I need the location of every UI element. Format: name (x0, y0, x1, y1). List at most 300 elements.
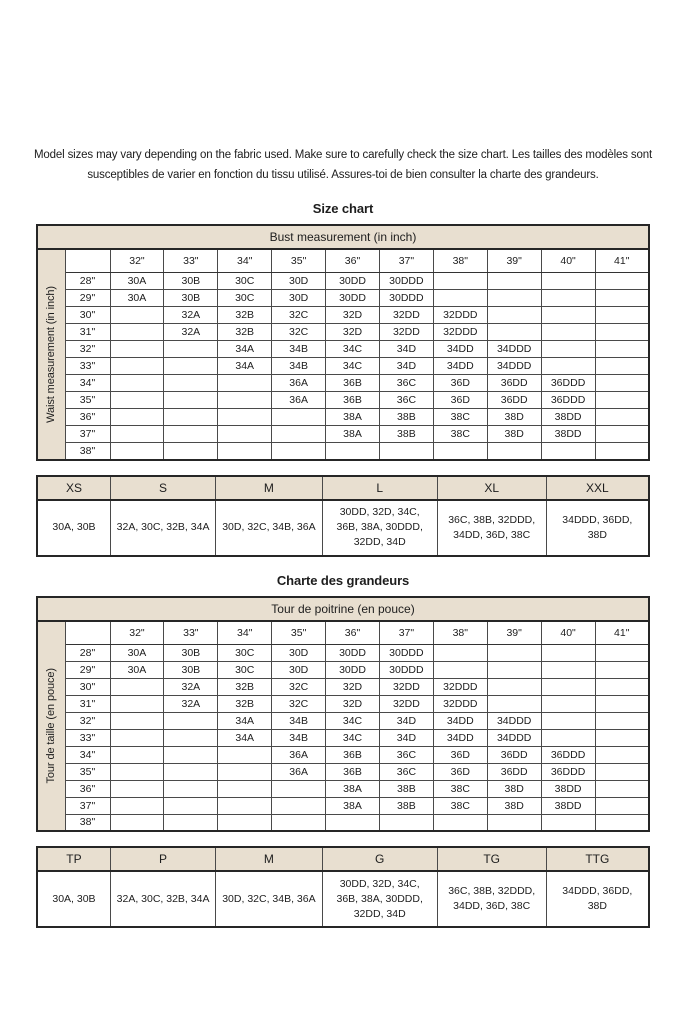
bra-size-cell: 38A (326, 426, 380, 443)
bra-size-cell: 38A (326, 797, 380, 814)
waist-row-header: 37" (65, 426, 110, 443)
bra-size-cell: 36DDD (541, 746, 595, 763)
bra-size-cell (110, 729, 164, 746)
matrix-top-label-row (37, 225, 649, 249)
bra-size-cell (110, 409, 164, 426)
bra-size-cell (110, 695, 164, 712)
waist-row-header: 30" (65, 307, 110, 324)
section-size-chart-en (0, 201, 686, 557)
bra-size-cell: 34D (379, 712, 433, 729)
bra-size-cell: 32B (218, 324, 272, 341)
bra-size-cell: 32B (218, 695, 272, 712)
bust-col-header: 35" (272, 621, 326, 645)
size-group-values: 36C, 38B, 32DDD, 34DD, 36D, 38C (437, 500, 546, 556)
bra-size-cell: 38D (487, 797, 541, 814)
bra-size-cell (272, 780, 326, 797)
bra-size-cell (164, 341, 218, 358)
bra-size-cell: 36B (326, 392, 380, 409)
bra-size-cell (218, 797, 272, 814)
bra-size-cell: 34DD (433, 712, 487, 729)
waist-row-header: 29" (65, 661, 110, 678)
bra-size-cell: 30DDD (379, 661, 433, 678)
size-group-values: 30DD, 32D, 34C, 36B, 38A, 30DDD, 32DD, 34D (322, 871, 437, 927)
bra-size-cell (110, 392, 164, 409)
matrix-row (37, 341, 649, 358)
bra-size-cell (110, 307, 164, 324)
size-group-header: M (216, 476, 322, 500)
waist-row-header: 33" (65, 358, 110, 375)
size-group-values: 30A, 30B (37, 500, 110, 556)
bra-size-cell: 36DD (487, 392, 541, 409)
bra-size-cell: 36D (433, 746, 487, 763)
size-summary-table-fr (36, 846, 650, 928)
summary-values-row (37, 871, 649, 927)
section-title-en: Size chart (312, 201, 374, 216)
bra-size-cell: 36D (433, 392, 487, 409)
bra-size-cell: 36A (272, 763, 326, 780)
size-group-values: 32A, 30C, 32B, 34A (110, 871, 215, 927)
bra-size-cell: 30A (110, 273, 164, 290)
bra-size-cell: 36D (433, 763, 487, 780)
bra-size-cell (487, 644, 541, 661)
summary-header-row (37, 847, 649, 871)
bust-col-header: 32" (110, 621, 164, 645)
bust-measurement-label: Tour de poitrine (en pouce) (37, 597, 649, 621)
bra-size-cell: 30DDD (379, 273, 433, 290)
bra-size-cell: 30DD (326, 290, 380, 307)
bust-col-header: 41" (595, 621, 649, 645)
waist-row-header: 36" (65, 409, 110, 426)
bust-col-header: 39" (487, 249, 541, 273)
bra-size-cell (541, 358, 595, 375)
bra-size-cell (541, 290, 595, 307)
bra-size-cell: 30B (164, 644, 218, 661)
bra-size-cell (595, 290, 649, 307)
bra-size-cell: 30A (110, 644, 164, 661)
bra-size-cell (595, 443, 649, 460)
matrix-row (37, 661, 649, 678)
size-summary-table-en (36, 475, 650, 557)
bra-size-cell (433, 290, 487, 307)
size-group-values: 32A, 30C, 32B, 34A (110, 500, 215, 556)
bra-size-cell: 30B (164, 273, 218, 290)
bra-size-cell: 32DD (379, 678, 433, 695)
bra-size-cell: 36DD (487, 375, 541, 392)
bra-size-cell: 32A (164, 678, 218, 695)
bra-size-cell (487, 324, 541, 341)
bra-size-cell: 38C (433, 426, 487, 443)
bra-size-cell: 36C (379, 763, 433, 780)
bra-size-cell: 30A (110, 290, 164, 307)
bust-col-header: 35" (272, 249, 326, 273)
bra-size-cell: 32A (164, 324, 218, 341)
bra-size-cell (110, 712, 164, 729)
bra-size-cell (164, 409, 218, 426)
bra-size-cell: 32A (164, 695, 218, 712)
bra-size-cell: 32B (218, 678, 272, 695)
bra-size-cell: 32DDD (433, 324, 487, 341)
bust-col-header: 33" (164, 621, 218, 645)
size-group-values: 34DDD, 36DD, 38D (546, 500, 649, 556)
bra-size-cell: 34B (272, 712, 326, 729)
bust-col-header: 38" (433, 621, 487, 645)
matrix-row (37, 695, 649, 712)
bra-size-cell: 30C (218, 273, 272, 290)
bra-size-cell: 32DDD (433, 695, 487, 712)
bra-size-cell (487, 814, 541, 831)
bra-size-cell (164, 358, 218, 375)
bra-size-cell: 36C (379, 392, 433, 409)
bra-size-cell (110, 341, 164, 358)
bra-size-cell: 32D (326, 695, 380, 712)
matrix-row (37, 307, 649, 324)
bra-size-cell: 34A (218, 341, 272, 358)
size-matrix-table-en (36, 224, 650, 461)
size-group-header: G (322, 847, 437, 871)
waist-row-header: 34" (65, 746, 110, 763)
bra-size-cell (218, 763, 272, 780)
summary-header-row (37, 476, 649, 500)
matrix-row (37, 712, 649, 729)
bra-size-cell (164, 746, 218, 763)
bra-size-cell: 36A (272, 375, 326, 392)
bra-size-cell: 38DD (541, 797, 595, 814)
size-group-values: 30D, 32C, 34B, 36A (216, 871, 322, 927)
bra-size-cell (164, 763, 218, 780)
matrix-corner-cell (65, 621, 110, 645)
matrix-row (37, 780, 649, 797)
bra-size-cell (595, 307, 649, 324)
matrix-row (37, 358, 649, 375)
matrix-column-header-row (37, 621, 649, 645)
bra-size-cell (541, 695, 595, 712)
bra-size-cell (218, 443, 272, 460)
waist-row-header: 28" (65, 273, 110, 290)
bra-size-cell: 30C (218, 661, 272, 678)
matrix-row (37, 409, 649, 426)
bra-size-cell: 32DD (379, 695, 433, 712)
bra-size-cell (433, 814, 487, 831)
size-group-values: 36C, 38B, 32DDD, 34DD, 36D, 38C (437, 871, 546, 927)
bra-size-cell: 34B (272, 729, 326, 746)
bra-size-cell: 30D (272, 290, 326, 307)
bra-size-cell (164, 712, 218, 729)
matrix-row (37, 678, 649, 695)
bra-size-cell: 30DDD (379, 644, 433, 661)
bust-col-header: 36" (326, 249, 380, 273)
bra-size-cell (272, 409, 326, 426)
bra-size-cell (595, 746, 649, 763)
bra-size-cell (595, 729, 649, 746)
bra-size-cell (110, 426, 164, 443)
bra-size-cell: 38A (326, 780, 380, 797)
bra-size-cell (272, 426, 326, 443)
bra-size-cell: 30C (218, 644, 272, 661)
matrix-row (37, 644, 649, 661)
bra-size-cell: 36DDD (541, 763, 595, 780)
bra-size-cell (218, 746, 272, 763)
bra-size-cell: 32DDD (433, 307, 487, 324)
matrix-row (37, 746, 649, 763)
size-group-values: 30D, 32C, 34B, 36A (216, 500, 322, 556)
bra-size-cell: 32DD (379, 307, 433, 324)
matrix-row (37, 375, 649, 392)
bra-size-cell (595, 341, 649, 358)
fit-disclaimer-en: Model sizes may vary depending on the fabric used. Make sure to carefully check the size chart. (33, 149, 509, 161)
bra-size-cell (487, 443, 541, 460)
fit-disclaimer-fr: Les tailles des modèles sont susceptibles de varier en fonction du tissu utilisé. Assures-toi de bien consulter la charte des grandeurs. (87, 149, 653, 181)
bra-size-cell (595, 661, 649, 678)
section-size-chart-fr (0, 573, 686, 929)
matrix-row (37, 443, 649, 460)
matrix-row (37, 763, 649, 780)
bust-col-header: 36" (326, 621, 380, 645)
bra-size-cell (164, 797, 218, 814)
bra-size-cell (541, 307, 595, 324)
size-group-header: S (110, 476, 215, 500)
bra-size-cell (164, 375, 218, 392)
bra-size-cell (110, 375, 164, 392)
bra-size-cell: 32B (218, 307, 272, 324)
bra-size-cell: 32D (326, 324, 380, 341)
waist-row-header: 32" (65, 341, 110, 358)
matrix-corner-cell (65, 249, 110, 273)
bra-size-cell (595, 358, 649, 375)
bra-size-cell (433, 644, 487, 661)
bra-size-cell: 38B (379, 780, 433, 797)
bra-size-cell (218, 392, 272, 409)
bra-size-cell (164, 426, 218, 443)
bra-size-cell (595, 797, 649, 814)
bra-size-cell (595, 712, 649, 729)
bra-size-cell: 32C (272, 695, 326, 712)
bra-size-cell (595, 763, 649, 780)
bra-size-cell (541, 678, 595, 695)
size-group-values: 30DD, 32D, 34C, 36B, 38A, 30DDD, 32DD, 34D (322, 500, 437, 556)
waist-measurement-label (37, 621, 65, 832)
bra-size-cell (595, 814, 649, 831)
bust-col-header: 34" (218, 249, 272, 273)
bra-size-cell: 30B (164, 290, 218, 307)
size-matrix-table-fr (36, 596, 650, 833)
bra-size-cell: 34D (379, 341, 433, 358)
bra-size-cell (595, 678, 649, 695)
bra-size-cell: 32A (164, 307, 218, 324)
bra-size-cell: 34C (326, 358, 380, 375)
bust-col-header: 32" (110, 249, 164, 273)
bra-size-cell (487, 661, 541, 678)
matrix-top-label-row (37, 597, 649, 621)
bra-size-cell: 30A (110, 661, 164, 678)
matrix-row (37, 273, 649, 290)
bra-size-cell (379, 443, 433, 460)
waist-row-header: 35" (65, 392, 110, 409)
size-group-header: XL (437, 476, 546, 500)
bra-size-cell (487, 678, 541, 695)
bra-size-cell: 30D (272, 661, 326, 678)
bra-size-cell: 30DD (326, 273, 380, 290)
fit-disclaimer-note (26, 0, 660, 185)
bra-size-cell (595, 409, 649, 426)
waist-row-header: 36" (65, 780, 110, 797)
bra-size-cell (541, 661, 595, 678)
bra-size-cell (595, 780, 649, 797)
bra-size-cell: 38D (487, 409, 541, 426)
bra-size-cell (110, 780, 164, 797)
summary-values-row (37, 500, 649, 556)
size-group-header: XXL (546, 476, 649, 500)
waist-row-header: 31" (65, 695, 110, 712)
bra-size-cell (272, 443, 326, 460)
size-group-header: TP (37, 847, 110, 871)
matrix-row (37, 814, 649, 831)
bra-size-cell: 36C (379, 746, 433, 763)
bra-size-cell: 38D (487, 426, 541, 443)
size-group-header: TTG (546, 847, 649, 871)
bra-size-cell: 34B (272, 341, 326, 358)
bra-size-cell (541, 443, 595, 460)
waist-row-header: 28" (65, 644, 110, 661)
bust-col-header: 37" (379, 621, 433, 645)
bra-size-cell: 34B (272, 358, 326, 375)
bust-col-header: 40" (541, 249, 595, 273)
waist-row-header: 38" (65, 814, 110, 831)
bra-size-cell: 30C (218, 290, 272, 307)
bra-size-cell: 38DD (541, 426, 595, 443)
bra-size-cell: 38A (326, 409, 380, 426)
bra-size-cell: 32C (272, 324, 326, 341)
waist-row-header: 29" (65, 290, 110, 307)
waist-measurement-label (37, 249, 65, 460)
bra-size-cell (433, 273, 487, 290)
bra-size-cell: 30DD (326, 644, 380, 661)
bra-size-cell: 36DDD (541, 392, 595, 409)
bra-size-cell: 34A (218, 729, 272, 746)
bra-size-cell: 34D (379, 358, 433, 375)
bra-size-cell: 34C (326, 729, 380, 746)
bra-size-cell: 38C (433, 780, 487, 797)
matrix-row (37, 290, 649, 307)
bra-size-cell: 32C (272, 678, 326, 695)
bra-size-cell (541, 644, 595, 661)
bra-size-cell (218, 426, 272, 443)
bra-size-cell (433, 661, 487, 678)
bra-size-cell: 36B (326, 763, 380, 780)
bra-size-cell (326, 814, 380, 831)
bra-size-cell: 34DDD (487, 341, 541, 358)
bra-size-cell (595, 324, 649, 341)
bra-size-cell (326, 443, 380, 460)
bra-size-cell: 36B (326, 375, 380, 392)
bra-size-cell (541, 273, 595, 290)
matrix-row (37, 392, 649, 409)
bust-col-header: 38" (433, 249, 487, 273)
matrix-row (37, 324, 649, 341)
waist-row-header: 35" (65, 763, 110, 780)
bra-size-cell (379, 814, 433, 831)
waist-row-header: 32" (65, 712, 110, 729)
bra-size-cell: 30D (272, 273, 326, 290)
bra-size-cell (541, 324, 595, 341)
size-group-values: 34DDD, 36DD, 38D (546, 871, 649, 927)
bra-size-cell (218, 814, 272, 831)
bra-size-cell (595, 644, 649, 661)
bra-size-cell: 34A (218, 712, 272, 729)
bust-col-header: 33" (164, 249, 218, 273)
bra-size-cell (110, 797, 164, 814)
bra-size-cell: 32DD (379, 324, 433, 341)
waist-row-header: 30" (65, 678, 110, 695)
bust-col-header: 40" (541, 621, 595, 645)
bra-size-cell: 36A (272, 746, 326, 763)
bra-size-cell (595, 695, 649, 712)
bra-size-cell: 32DDD (433, 678, 487, 695)
bra-size-cell (595, 392, 649, 409)
bra-size-cell: 34DD (433, 341, 487, 358)
waist-row-header: 37" (65, 797, 110, 814)
bra-size-cell: 30D (272, 644, 326, 661)
bra-size-cell: 38B (379, 409, 433, 426)
bra-size-cell (218, 375, 272, 392)
bra-size-cell (595, 273, 649, 290)
bra-size-cell: 34DD (433, 729, 487, 746)
bra-size-cell: 30B (164, 661, 218, 678)
bra-size-cell: 34C (326, 712, 380, 729)
waist-row-header: 38" (65, 443, 110, 460)
waist-row-header: 33" (65, 729, 110, 746)
bra-size-cell (541, 712, 595, 729)
bust-col-header: 39" (487, 621, 541, 645)
bra-size-cell: 38DD (541, 780, 595, 797)
section-title-fr: Charte des grandeurs (276, 572, 410, 588)
bra-size-cell (164, 814, 218, 831)
bra-size-cell: 36C (379, 375, 433, 392)
bust-measurement-label: Bust measurement (in inch) (37, 225, 649, 249)
size-group-values: 30A, 30B (37, 871, 110, 927)
bra-size-cell (595, 375, 649, 392)
matrix-column-header-row (37, 249, 649, 273)
bra-size-cell: 36D (433, 375, 487, 392)
bra-size-cell (487, 695, 541, 712)
bra-size-cell: 38B (379, 797, 433, 814)
bra-size-cell: 32D (326, 307, 380, 324)
bra-size-cell: 38C (433, 797, 487, 814)
bra-size-cell: 32D (326, 678, 380, 695)
bra-size-cell: 32C (272, 307, 326, 324)
bra-size-cell (541, 729, 595, 746)
size-group-header: M (216, 847, 322, 871)
bra-size-cell: 36DDD (541, 375, 595, 392)
bra-size-cell (110, 324, 164, 341)
bra-size-cell (164, 780, 218, 797)
size-group-header: P (110, 847, 215, 871)
bra-size-cell: 38B (379, 426, 433, 443)
bra-size-cell (595, 426, 649, 443)
bra-size-cell (110, 443, 164, 460)
bra-size-cell (110, 814, 164, 831)
bra-size-cell (110, 358, 164, 375)
bra-size-cell (272, 797, 326, 814)
size-group-header: XS (37, 476, 110, 500)
matrix-row (37, 729, 649, 746)
bra-size-cell (164, 729, 218, 746)
bra-size-cell: 36DD (487, 746, 541, 763)
bra-size-cell: 38DD (541, 409, 595, 426)
bra-size-cell: 34DD (433, 358, 487, 375)
bra-size-cell: 38C (433, 409, 487, 426)
bra-size-cell (110, 678, 164, 695)
bra-size-cell (487, 307, 541, 324)
